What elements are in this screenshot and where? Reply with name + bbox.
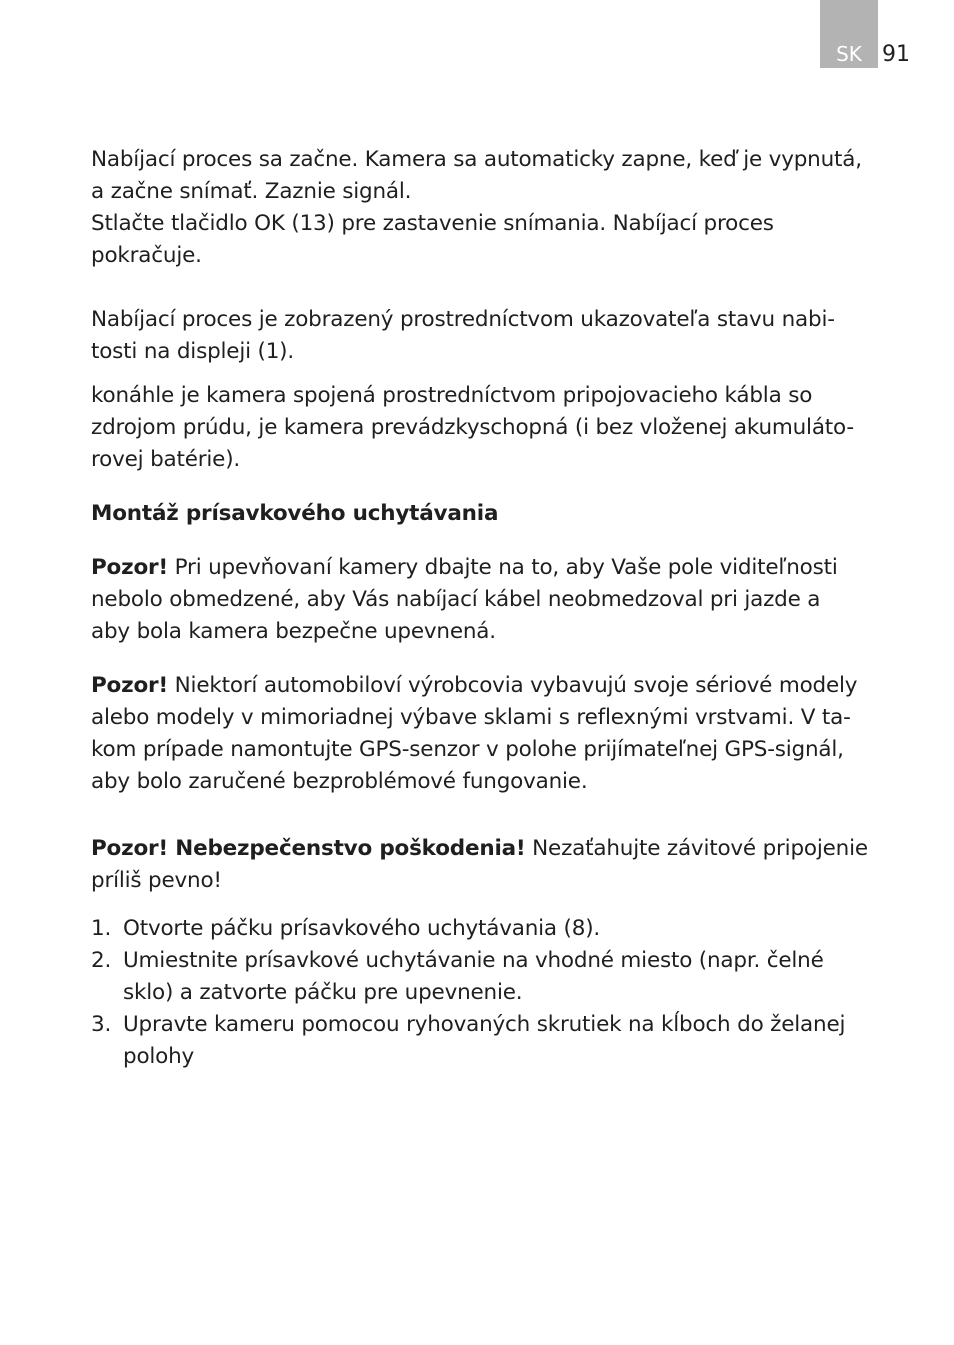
text-line: konáhle je kamera spojená prostredníctvom pripojovacieho kábla so [91,383,813,408]
mounting-steps-list [91,913,911,1073]
page-body [91,144,911,1073]
page-number: 91 [882,42,910,67]
list-item [91,913,911,945]
list-item [91,1009,911,1073]
text-line: zdrojom prúdu, je kamera prevádzkyschopná (i bez vloženej akumuláto- [91,415,854,440]
paragraph-charge-indicator [91,304,911,368]
warning-field-of-view [91,552,911,648]
text-line: nebolo obmedzené, aby Vás nabíjací kábel neobmedzoval pri jazde a [91,587,821,612]
text-line: tosti na displeji (1). [91,339,294,364]
step-text: sklo) a zatvorte páčku pre upevnenie. [123,980,523,1005]
text-line: Nabíjací proces je zobrazený prostredníctvom ukazovateľa stavu nabi- [91,307,835,332]
text-line: alebo modely v mimoriadnej výbave sklami s reflexnými vrstvami. V ta- [91,705,851,730]
text-line: aby bola kamera bezpečne upevnená. [91,619,496,644]
language-tab [820,0,878,68]
text-line: aby bolo zaručené bezproblémové fungovanie. [91,769,588,794]
text-line: rovej batérie). [91,447,241,472]
text-line: príliš pevno! [91,868,222,893]
text-line: Pri upevňovaní kamery dbajte na to, aby Vaše pole viditeľnosti [168,555,838,580]
language-code: SK [836,42,862,66]
text-line: Niektorí automobiloví výrobcovia vybavujú svoje sériové modely [168,673,858,698]
text-line: Stlačte tlačidlo OK (13) pre zastavenie snímania. Nabíjací proces [91,211,774,236]
step-number: 1. [91,916,112,941]
warning-label: Pozor! Nebezpečenstvo poškodenia! [91,836,526,861]
step-number: 3. [91,1012,112,1037]
warning-label: Pozor! [91,673,169,698]
step-text: Upravte kameru pomocou ryhovaných skrutiek na kĺboch do želanej [123,1012,846,1037]
paragraph-charging-start [91,144,911,208]
warning-reflective-glass [91,670,911,798]
section-heading: Montáž prísavkového uchytávania [91,501,499,526]
step-text: Umiestnite prísavkové uchytávanie na vhodné miesto (napr. čelné [123,948,824,973]
paragraph-ok-button [91,208,911,272]
text-line: pokračuje. [91,243,202,268]
text-line: Nabíjací proces sa začne. Kamera sa automaticky zapne, keď je vypnutá, [91,147,862,172]
step-number: 2. [91,948,112,973]
text-line: kom prípade namontujte GPS-senzor v polohe prijímateľnej GPS-signál, [91,737,844,762]
step-text: polohy [123,1044,195,1069]
warning-damage [91,833,911,897]
text-line: a začne snímať. Zaznie signál. [91,179,412,204]
text-line: Nezaťahujte závitové pripojenie [525,836,868,861]
paragraph-power-supply [91,380,911,476]
list-item [91,945,911,1009]
warning-label: Pozor! [91,555,169,580]
step-text: Otvorte páčku prísavkového uchytávania (8). [123,916,601,941]
